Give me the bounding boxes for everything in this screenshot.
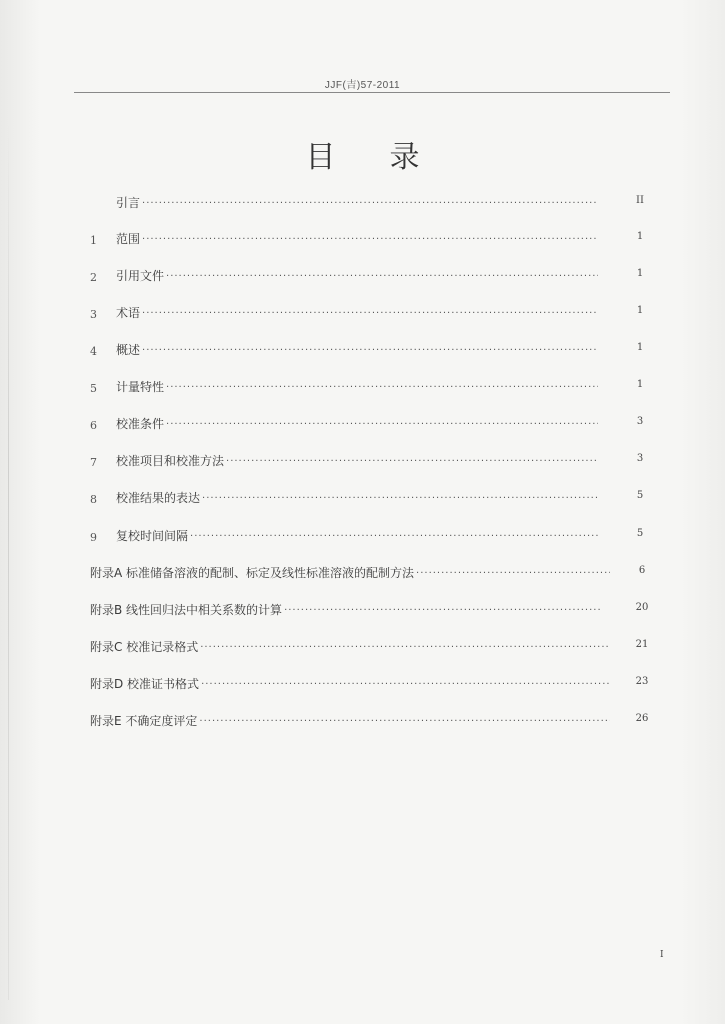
toc-entry bbox=[90, 191, 600, 211]
toc-entry-number: 4 bbox=[90, 345, 97, 358]
toc-leader-dots bbox=[201, 679, 610, 690]
toc-leader-dots bbox=[142, 234, 598, 245]
toc-entry-number: 3 bbox=[90, 308, 97, 321]
toc-entry-label: 复校时间间隔 bbox=[116, 529, 189, 543]
toc-entry bbox=[90, 301, 600, 321]
toc-entry-page: 5 bbox=[636, 490, 644, 501]
toc-entry-number: 9 bbox=[90, 531, 97, 544]
toc-entry-label: 计量特性 bbox=[116, 380, 165, 394]
toc-entry-label: 附录C 校准记录格式 bbox=[90, 640, 199, 654]
toc-entry-label: 附录B 线性回归法中相关系数的计算 bbox=[90, 603, 283, 617]
toc-leader-dots bbox=[166, 419, 598, 430]
toc-entry-page: 6 bbox=[638, 565, 646, 576]
toc-entry-label: 术语 bbox=[116, 306, 141, 320]
toc-entry-number: 8 bbox=[90, 493, 97, 506]
toc-leader-dots bbox=[226, 456, 598, 467]
toc-entry-number: 2 bbox=[90, 271, 97, 284]
toc-entry bbox=[90, 338, 600, 358]
toc-entry-page: 5 bbox=[636, 528, 644, 539]
toc-entry-number: 1 bbox=[90, 234, 97, 247]
page-number: I bbox=[660, 950, 664, 960]
toc-entry-label: 校准项目和校准方法 bbox=[116, 454, 225, 468]
toc-entry-page: 20 bbox=[635, 602, 649, 613]
running-header: JJF(吉)57-2011 bbox=[324, 80, 401, 91]
toc-entry bbox=[90, 561, 612, 581]
toc-leader-dots bbox=[190, 531, 598, 542]
toc-leader-dots bbox=[142, 345, 598, 356]
toc-entry-label: 附录E 不确定度评定 bbox=[90, 714, 198, 728]
toc-entry-number: 7 bbox=[90, 456, 97, 469]
toc-entry-label: 附录A 标准储备溶液的配制、标定及线性标准溶液的配制方法 bbox=[90, 566, 415, 580]
toc-entry bbox=[90, 524, 600, 544]
toc-leader-dots bbox=[199, 716, 610, 727]
toc-entry-label: 附录D 校准证书格式 bbox=[90, 677, 200, 691]
toc-entry bbox=[90, 486, 600, 506]
toc-entry-page: 3 bbox=[636, 416, 644, 427]
toc-entry-page: 1 bbox=[636, 268, 644, 279]
toc-leader-dots bbox=[166, 382, 598, 393]
toc-entry-page: II bbox=[636, 195, 644, 206]
toc-leader-dots bbox=[200, 642, 610, 653]
toc-leader-dots bbox=[166, 271, 598, 282]
toc-entry bbox=[90, 635, 612, 655]
toc-leader-dots bbox=[416, 568, 610, 579]
toc-entry-page: 1 bbox=[636, 379, 644, 390]
toc-entry-page: 26 bbox=[635, 713, 649, 724]
toc-leader-dots bbox=[142, 198, 598, 209]
toc-entry-page: 21 bbox=[635, 639, 649, 650]
toc-entry-label: 引用文件 bbox=[116, 269, 165, 283]
toc-entry-page: 23 bbox=[635, 676, 649, 687]
toc-entry-page: 1 bbox=[636, 231, 644, 242]
toc-entry bbox=[90, 227, 600, 247]
toc-leader-dots bbox=[284, 605, 600, 616]
toc-entry bbox=[90, 598, 602, 618]
toc-entry-label: 引言 bbox=[116, 196, 141, 210]
toc-entry bbox=[90, 672, 612, 692]
toc-entry bbox=[90, 449, 600, 469]
toc-leader-dots bbox=[142, 308, 598, 319]
toc-entry bbox=[90, 264, 600, 284]
toc-entry bbox=[90, 709, 612, 729]
toc-entry-label: 校准结果的表达 bbox=[116, 491, 201, 505]
toc-entry-page: 3 bbox=[636, 453, 644, 464]
toc-entry-number: 5 bbox=[90, 382, 97, 395]
toc-entry-page: 1 bbox=[636, 305, 644, 316]
toc-entry-label: 校准条件 bbox=[116, 417, 165, 431]
toc-entry-label: 概述 bbox=[116, 343, 141, 357]
toc-entry-label: 范围 bbox=[116, 232, 141, 246]
toc-entry-number: 6 bbox=[90, 419, 97, 432]
toc-entry bbox=[90, 375, 600, 395]
toc-entry-page: 1 bbox=[636, 342, 644, 353]
page-title: 目录 bbox=[305, 140, 474, 175]
toc-leader-dots bbox=[202, 493, 598, 504]
toc-entry bbox=[90, 412, 600, 432]
